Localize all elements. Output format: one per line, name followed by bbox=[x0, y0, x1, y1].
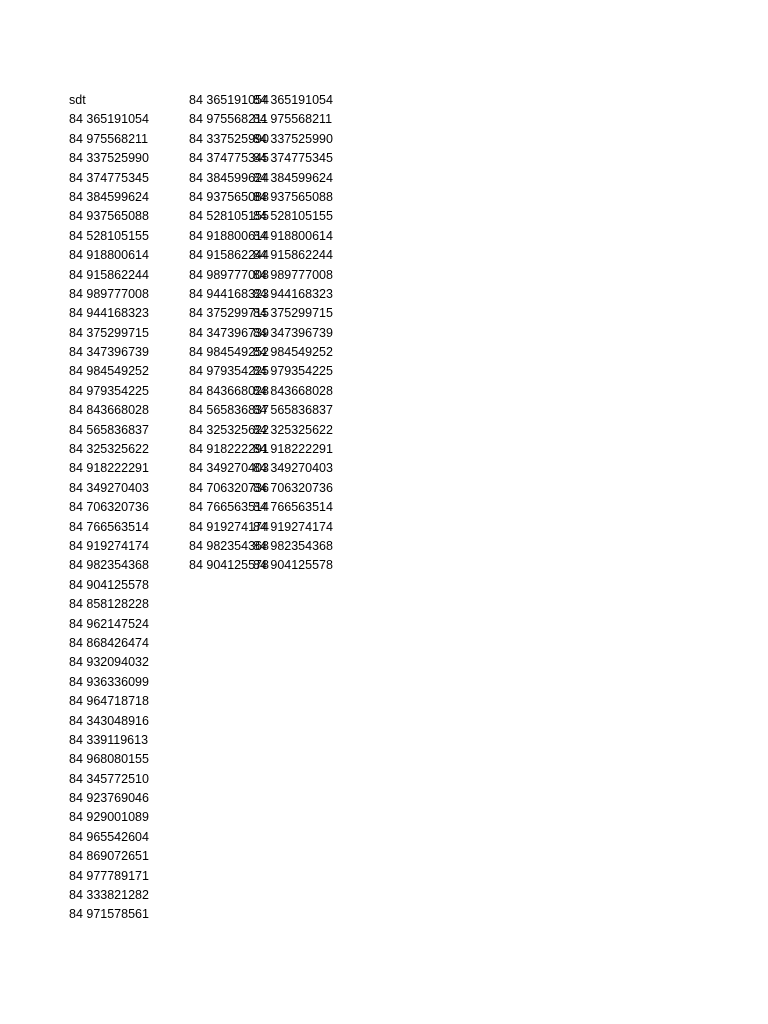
column-b-cell[interactable]: 84 766563514 bbox=[189, 500, 269, 515]
column-a-cell[interactable]: 84 979354225 bbox=[69, 383, 149, 398]
column-a-cell[interactable]: 84 325325622 bbox=[69, 442, 149, 457]
column-a-cell[interactable]: 84 962147524 bbox=[69, 616, 149, 631]
column-b-cell[interactable]: 84 944168323 bbox=[189, 286, 269, 301]
column-a-cell[interactable]: 84 975568211 bbox=[69, 131, 149, 146]
column-b-cell[interactable]: 84 904125578 bbox=[189, 558, 269, 573]
column-a-cell[interactable]: 84 347396739 bbox=[69, 345, 149, 360]
column-c-cell[interactable]: 84 979354225 bbox=[253, 364, 333, 379]
column-b-cell[interactable]: 84 843668028 bbox=[189, 383, 269, 398]
column-a-cell[interactable]: 84 858128228 bbox=[69, 597, 149, 612]
column-b-cell[interactable]: 84 349270403 bbox=[189, 461, 269, 476]
column-c-cell[interactable]: 84 365191054 bbox=[253, 93, 333, 107]
column-a-cell[interactable]: 84 915862244 bbox=[69, 267, 149, 282]
column-a-cell[interactable]: 84 937565088 bbox=[69, 209, 149, 224]
column-c-cell[interactable]: 84 919274174 bbox=[253, 519, 333, 534]
column-c-cell[interactable]: 84 843668028 bbox=[253, 383, 333, 398]
column-c-cell[interactable]: 84 349270403 bbox=[253, 461, 333, 476]
column-a-cell[interactable]: 84 339119613 bbox=[69, 732, 149, 747]
column-b-cell[interactable]: 84 347396739 bbox=[189, 325, 269, 340]
column-a-cell[interactable]: 84 984549252 bbox=[69, 364, 149, 379]
column-a-cell[interactable]: 84 766563514 bbox=[69, 519, 149, 534]
column-a-cell[interactable]: 84 944168323 bbox=[69, 306, 149, 321]
column-c-cell[interactable]: 84 982354368 bbox=[253, 538, 333, 553]
column-a-cell[interactable]: 84 365191054 bbox=[69, 112, 149, 127]
column-a-cell[interactable]: 84 965542604 bbox=[69, 829, 149, 844]
column-c-cell[interactable]: 84 347396739 bbox=[253, 325, 333, 340]
column-b-cell[interactable]: 84 528105155 bbox=[189, 209, 269, 224]
column-b-cell[interactable]: 84 979354225 bbox=[189, 364, 269, 379]
column-a-cell[interactable]: 84 923769046 bbox=[69, 791, 149, 806]
column-a-cell[interactable]: 84 932094032 bbox=[69, 655, 149, 670]
column-c-cell[interactable]: 84 706320736 bbox=[253, 480, 333, 495]
column-c-cell[interactable]: 84 918800614 bbox=[253, 228, 333, 243]
column-a-cell[interactable]: 84 964718718 bbox=[69, 694, 149, 709]
column-c-cell[interactable]: 84 915862244 bbox=[253, 248, 333, 263]
column-b-cell[interactable]: 84 365191054 bbox=[189, 93, 269, 107]
column-a-cell[interactable]: 84 918800614 bbox=[69, 248, 149, 263]
column-b-cell[interactable]: 84 915862244 bbox=[189, 248, 269, 263]
column-c-cell[interactable]: 84 374775345 bbox=[253, 151, 333, 166]
column-b-cell[interactable]: 84 918222291 bbox=[189, 442, 269, 457]
column-a-cell[interactable]: 84 843668028 bbox=[69, 403, 149, 418]
column-a-cell[interactable]: 84 904125578 bbox=[69, 577, 149, 592]
column-c bbox=[253, 91, 353, 576]
column-c-cell[interactable]: 84 984549252 bbox=[253, 345, 333, 360]
column-c-cell[interactable]: 84 904125578 bbox=[253, 558, 333, 573]
column-a bbox=[69, 91, 189, 925]
column-c-cell[interactable]: 84 337525990 bbox=[253, 131, 333, 146]
column-b-cell[interactable]: 84 325325622 bbox=[189, 422, 269, 437]
column-a-cell[interactable]: 84 868426474 bbox=[69, 635, 149, 650]
column-b-cell[interactable]: 84 975568211 bbox=[189, 112, 269, 127]
column-a-cell[interactable]: 84 918222291 bbox=[69, 461, 149, 476]
column-c-cell[interactable]: 84 944168323 bbox=[253, 286, 333, 301]
column-a-cell[interactable]: 84 968080155 bbox=[69, 752, 149, 767]
column-a-cell[interactable]: 84 375299715 bbox=[69, 325, 149, 340]
column-b-cell[interactable]: 84 337525990 bbox=[189, 131, 269, 146]
column-c-cell[interactable]: 84 975568211 bbox=[253, 112, 333, 127]
column-a-cell[interactable]: 84 528105155 bbox=[69, 228, 149, 243]
column-b-cell[interactable]: 84 374775345 bbox=[189, 151, 269, 166]
column-a-cell[interactable]: 84 869072651 bbox=[69, 849, 149, 864]
column-a-cell[interactable]: 84 345772510 bbox=[69, 771, 149, 786]
column-b-cell[interactable]: 84 384599624 bbox=[189, 170, 269, 185]
column-a-cell[interactable]: 84 349270403 bbox=[69, 480, 149, 495]
column-b-cell[interactable]: 84 984549252 bbox=[189, 345, 269, 360]
column-b-cell[interactable]: 84 375299715 bbox=[189, 306, 269, 321]
column-c-cell[interactable]: 84 325325622 bbox=[253, 422, 333, 437]
column-a-cell[interactable]: 84 565836837 bbox=[69, 422, 149, 437]
column-c-cell[interactable]: 84 918222291 bbox=[253, 442, 333, 457]
column-c-cell[interactable]: 84 766563514 bbox=[253, 500, 333, 515]
column-a-cell[interactable]: 84 982354368 bbox=[69, 558, 149, 573]
column-a-cell[interactable]: 84 929001089 bbox=[69, 810, 149, 825]
column-b-cell[interactable]: 84 706320736 bbox=[189, 480, 269, 495]
column-a-cell[interactable]: 84 374775345 bbox=[69, 170, 149, 185]
column-a-cell[interactable]: 84 971578561 bbox=[69, 907, 149, 922]
column-c-cell[interactable]: 84 528105155 bbox=[253, 209, 333, 224]
column-b bbox=[189, 91, 269, 576]
column-a-cell[interactable]: 84 384599624 bbox=[69, 189, 149, 204]
column-a-cell[interactable]: 84 337525990 bbox=[69, 151, 149, 166]
column-a-cell[interactable]: 84 706320736 bbox=[69, 500, 149, 515]
column-b-cell[interactable]: 84 918800614 bbox=[189, 228, 269, 243]
column-b-cell[interactable]: 84 919274174 bbox=[189, 519, 269, 534]
column-b-cell[interactable]: 84 989777008 bbox=[189, 267, 269, 282]
column-c-cell[interactable]: 84 937565088 bbox=[253, 189, 333, 204]
column-c-cell[interactable]: 84 565836837 bbox=[253, 403, 333, 418]
column-b-cell[interactable]: 84 982354368 bbox=[189, 538, 269, 553]
column-c-cell[interactable]: 84 375299715 bbox=[253, 306, 333, 321]
column-a-cell[interactable]: 84 977789171 bbox=[69, 868, 149, 883]
column-c-cell[interactable]: 84 384599624 bbox=[253, 170, 333, 185]
column-b-cell[interactable]: 84 565836837 bbox=[189, 403, 269, 418]
column-a-cell[interactable]: 84 989777008 bbox=[69, 286, 149, 301]
column-c-cell[interactable]: 84 989777008 bbox=[253, 267, 333, 282]
column-a-header[interactable]: sdt bbox=[69, 93, 86, 107]
column-a-cell[interactable]: 84 343048916 bbox=[69, 713, 149, 728]
column-a-cell[interactable]: 84 936336099 bbox=[69, 674, 149, 689]
column-a-cell[interactable]: 84 333821282 bbox=[69, 888, 149, 903]
column-a-cell[interactable]: 84 919274174 bbox=[69, 538, 149, 553]
column-b-cell[interactable]: 84 937565088 bbox=[189, 189, 269, 204]
